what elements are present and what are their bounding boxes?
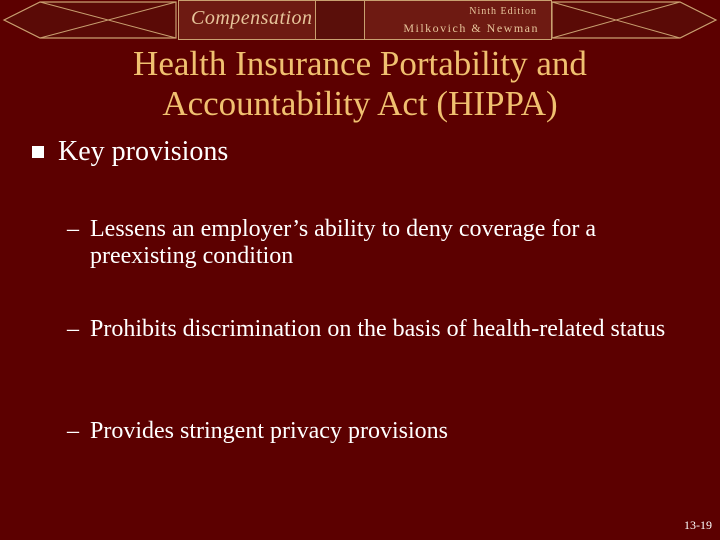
sub-bullet-3 (67, 418, 697, 445)
sub-bullet-text: Provides stringent privacy provisions (90, 418, 448, 444)
edition-label: Ninth Edition (469, 6, 537, 17)
dash-icon: – (67, 418, 79, 444)
sub-bullet-text: Prohibits discrimination on the basis of health-related status (90, 316, 666, 342)
edition-panel (364, 0, 552, 40)
slide-title: Health Insurance Portability and Accountability Act (HIPPA) (133, 44, 587, 123)
sub-bullet-1 (67, 216, 697, 270)
book-title: Compensation (191, 7, 313, 29)
sub-bullet-text: Lessens an employer’s ability to deny coverage for a preexisting condition (90, 216, 597, 269)
bullet-label: Key provisions (58, 136, 229, 167)
banner-ornament (316, 0, 364, 40)
bullet-key-provisions (32, 136, 228, 168)
page-number: 13-19 (684, 518, 712, 532)
dash-icon: – (67, 316, 79, 342)
book-title-panel (178, 0, 316, 40)
dash-icon: – (67, 216, 79, 242)
authors-label: Milkovich & Newman (403, 21, 539, 35)
sub-bullet-2 (67, 316, 697, 343)
square-bullet-icon (32, 146, 44, 158)
